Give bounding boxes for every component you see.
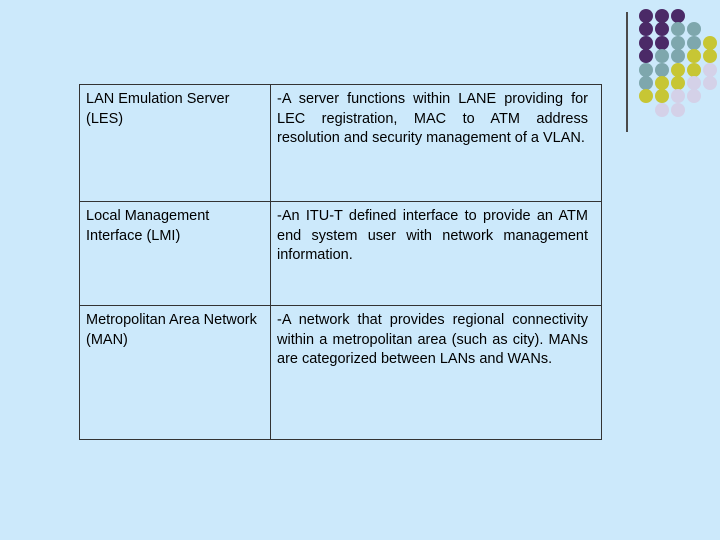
decorative-dot bbox=[703, 49, 717, 63]
decorative-dot bbox=[671, 89, 685, 103]
decorative-dot bbox=[687, 49, 701, 63]
decorative-dot bbox=[655, 49, 669, 63]
decorative-dot bbox=[639, 9, 653, 23]
decorative-dot bbox=[687, 36, 701, 50]
decorative-divider-line bbox=[626, 12, 628, 132]
decorative-dot bbox=[687, 76, 701, 90]
decorative-dot bbox=[655, 76, 669, 90]
glossary-table bbox=[79, 84, 602, 440]
decorative-dot bbox=[639, 22, 653, 36]
decorative-dot bbox=[639, 63, 653, 77]
glossary-term: Metropolitan Area Network (MAN) bbox=[80, 306, 271, 440]
decorative-dot bbox=[671, 103, 685, 117]
glossary-term: LAN Emulation Server (LES) bbox=[80, 85, 271, 202]
glossary-row bbox=[80, 202, 602, 306]
decorative-dot bbox=[687, 89, 701, 103]
decorative-dot bbox=[687, 22, 701, 36]
decorative-dot bbox=[671, 49, 685, 63]
decorative-dot bbox=[655, 63, 669, 77]
decorative-dot bbox=[671, 36, 685, 50]
decorative-dot bbox=[687, 63, 701, 77]
decorative-dot bbox=[655, 22, 669, 36]
decorative-dot bbox=[655, 36, 669, 50]
decorative-dot bbox=[703, 63, 717, 77]
decorative-dot bbox=[639, 36, 653, 50]
glossary-term: Local Management Interface (LMI) bbox=[80, 202, 271, 306]
decorative-dot bbox=[671, 76, 685, 90]
decorative-dot bbox=[671, 9, 685, 23]
decorative-dot bbox=[655, 9, 669, 23]
glossary-definition: -An ITU-T defined interface to provide an ATM end system user with network management information. bbox=[271, 202, 602, 306]
glossary-definition: -A network that provides regional connectivity within a metropolitan area (such as city). MANs are categorized between LANs and WANs. bbox=[271, 306, 602, 440]
decorative-dot bbox=[639, 49, 653, 63]
decorative-dot bbox=[639, 89, 653, 103]
decorative-dot bbox=[703, 36, 717, 50]
decorative-dot bbox=[655, 89, 669, 103]
glossary-definition: -A server functions within LANE providing for LEC registration, MAC to ATM address resolution and security management of a VLAN. bbox=[271, 85, 602, 202]
glossary-row bbox=[80, 306, 602, 440]
glossary-row bbox=[80, 85, 602, 202]
decorative-dot bbox=[671, 22, 685, 36]
decorative-dot bbox=[703, 76, 717, 90]
decorative-dot bbox=[671, 63, 685, 77]
decorative-dot bbox=[639, 76, 653, 90]
decorative-dot bbox=[655, 103, 669, 117]
